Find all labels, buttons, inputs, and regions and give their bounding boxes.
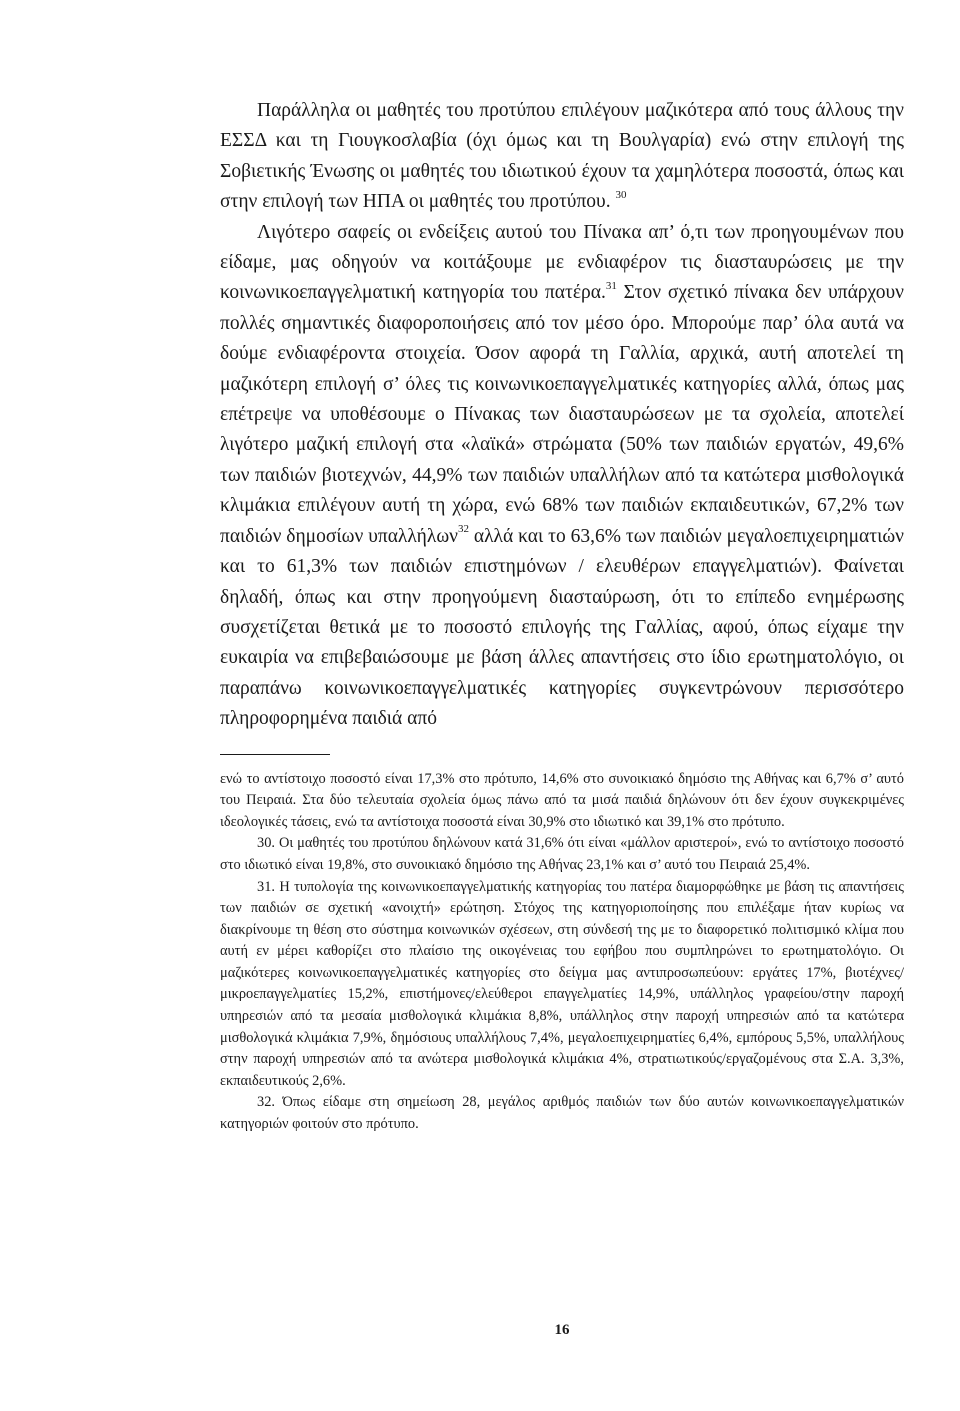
paragraph-text: αλλά και το 63,6% των παιδιών μεγαλοεπιχειρηματιών και το 61,3% των παιδιών επιστημόνων / ελευθέρων επαγγελματιών). Φαίνεται δηλαδή, όπως και στην προηγούμενη διασταύρωση, ότι το επίπεδο ενημέρωσης συσχετίζεται θετικά με το ποσοστό επιλογής της Γαλλίας, αφού, όπως είχαμε την ευκαιρία να επιβεβαιώσουμε με βάση άλλες απαντήσεις στο ίδιο ερωτηματολόγιο, οι παραπάνω κοινωνικοεπαγγελματικές κατηγορίες συγκεντρώνουν περισσότερο πληροφορημένα παιδιά από: [220, 525, 904, 730]
paragraph-text: Στον σχετικό πίνακα δεν υπάρχουν πολλές σημαντικές διαφοροποιήσεις από τον μέσο όρο. Μπορούμε παρ’ όλα αυτά να δούμε ενδιαφέροντα στοιχεία. Όσον αφορά τη Γαλλία, αρχικά, αυτή αποτελεί τη μαζικότερη επιλογή σ’ όλες τις κοινωνικοεπαγγελματικές κατηγορίες αλλά, όπως μας επέτρεψε να υποθέσουμε ο Πίνακας των διασταυρώσεων με τα σχολεία, αποτελεί λιγότερο μαζική επιλογή στα «λαϊκά» στρώματα (50% των παιδιών εργατών, 49,6% των παιδιών βιοτεχνών, 44,9% των παιδιών υπαλλήλων από τα κατώτερα μισθολογικά κλιμάκια επιλέγουν αυτή τη χώρα, ενώ 68% των παιδιών εκπαιδευτικών, 67,2% των παιδιών δημοσίων υπαλλήλων: [220, 282, 904, 547]
page-number: 16: [554, 1322, 570, 1338]
footnote-ref[interactable]: 30: [615, 188, 627, 201]
footnote-ref[interactable]: 31: [605, 279, 617, 292]
paragraph-text: Παράλληλα οι μαθητές του προτύπου επιλέγουν μαζικότερα από τους άλλους την ΕΣΣΔ και τη Γιουγκοσλαβία (όχι όμως και τη Βουλγαρία) ενώ στην επιλογή της Σοβιετικής Ένωσης οι μαθητές του ιδιωτικού έχουν τα χαμηλότερα ποσοστά, όπως και στην επιλογή των ΗΠΑ οι μαθητές του προτύπου.: [220, 100, 904, 213]
main-text: [220, 96, 904, 735]
paragraph-text: Λιγότερο σαφείς οι ενδείξεις αυτού του Πίνακα απ’ ό,τι των προηγουμένων που είδαμε, μας οδηγούν να κοιτάξουμε με ενδιαφέρον τις διασταυρώσεις με την κοινωνικοεπαγγελματική κατηγορία του πατέρα.: [220, 221, 904, 304]
paragraph: [220, 96, 904, 218]
footnote-30: 30. Οι μαθητές του προτύπου δηλώνουν κατά 31,6% ότι είναι «μάλλον αριστεροί», ενώ το αντίστοιχο ποσοστό στο ιδιωτικό είναι 19,8%, στο συνοικιακό δημόσιο της Αθήνας 23,1% και σ’ αυτό του Πειραιά 25,4%.: [220, 835, 904, 873]
document-page: [220, 96, 904, 1338]
footnote-separator: [220, 754, 330, 755]
footnote-32: 32. Όπως είδαμε στη σημείωση 28, μεγάλος αριθμός παιδιών των δύο αυτών κοινωνικοεπαγγελματικών κατηγοριών φοιτούν στο πρότυπο.: [220, 1094, 904, 1133]
footnote-ref[interactable]: 32: [457, 523, 469, 536]
footnotes: [220, 769, 904, 1136]
footnote-31: 31. Η τυπολογία της κοινωνικοεπαγγελματικής κατηγορίας του πατέρα διαμορφώθηκε με βάση τις απαντήσεις των παιδιών σε σχετική «ανοιχτή» ερώτηση. Στόχος της κατηγοριοποίησης που επιλέξαμε ήταν κυρίως να διακρίνουμε τη θέση στο σύστημα κοινωνικών σχέσεων, στη σύνδεσή της με το διαφορετικό πολιτισμικό κλίμα που αυτή εν μέρει καθορίζει στο πλαίσιο της οικογένειας του εφήβου που συμπληρώνει το ερωτηματολόγιο. Οι μαζικότερες κοινωνικοεπαγγελματικές κατηγορίες στο δείγμα μας αντιπροσωπεύουν: εργάτες 17%, βιοτέχνες/μικροεπαγγελματίες 15,2%, επιστήμονες/ελεύθεροι επαγγελματίες 14,9%, υπάλληλος γραφείου/στην παροχή υπηρεσιών από τα μεσαία μισθολογικά κλιμάκια 8,8%, υπάλληλος στην παροχή υπηρεσιών από τα κατώτερα μισθολογικά κλιμάκια 7,9%, δημόσιους υπαλλήλους 7,4%, μεγαλοεπιχειρηματίες 6,4%, εμπόρους 5,5%, υπαλλήλους στην παροχή υπηρεσιών από τα ανώτερα μισθολογικά κλιμάκια 4%, στρατιωτικούς/εργαζομένους στα Σ.Α. 3,3%, εκπαιδευτικούς 2,6%.: [220, 878, 904, 1089]
paragraph: [220, 218, 904, 735]
footnote-continuation: ενώ το αντίστοιχο ποσοστό είναι 17,3% στο πρότυπο, 14,6% στο συνοικιακό δημόσιο της Αθήνας και 6,7% σ’ αυτό του Πειραιά. Στα δύο τελευταία σχολεία όμως πάνω από τα μισά παιδιά δηλώνουν ότι δεν έχουν συγκεκριμένες ιδεολογικές τάσεις, ενώ τα αντίστοιχα ποσοστά είναι 30,9% στο ιδιωτικό και 39,1% στο πρότυπο.: [220, 770, 904, 830]
